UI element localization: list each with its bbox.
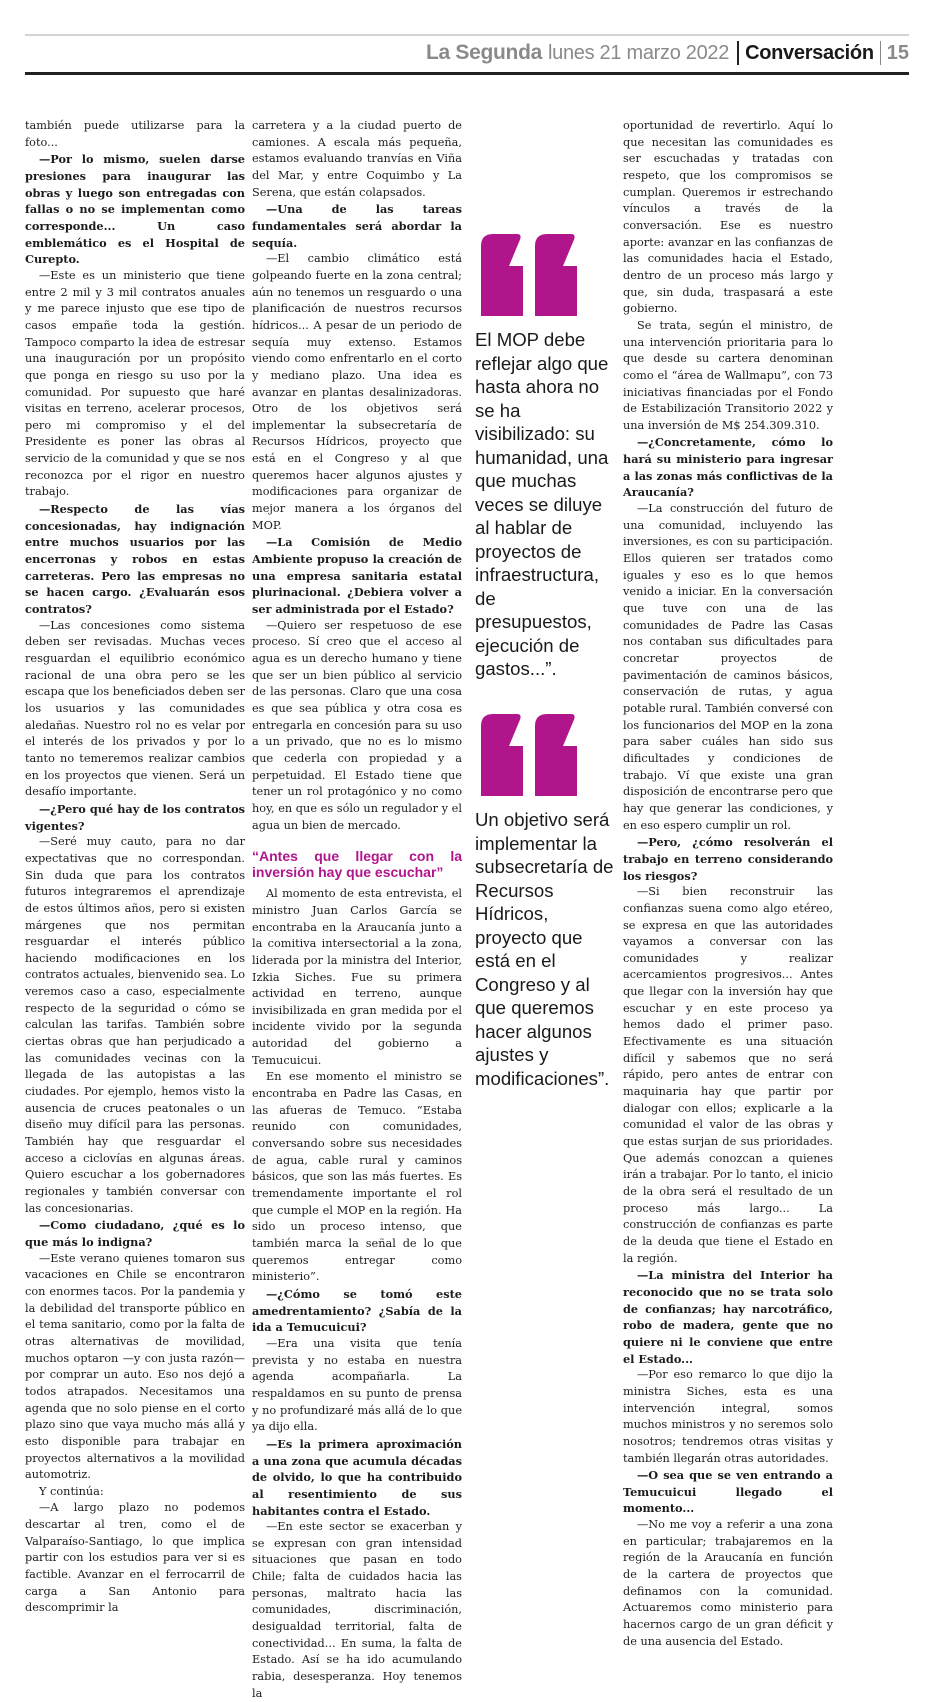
pull-quote-text: El MOP debe reflejar algo que hasta ahora no se ha visibilizado: su humanidad, una que muchas veces se diluye al hablar de proyectos de infraestructura, de presupuestos, ejecución de gastos...”. [475,329,609,679]
interview-question: —La Comisión de Medio Ambiente propuso la creación de una empresa sanitaria estatal plurinacional. ¿Debiera volver a ser administrada por el Estado? [252,535,462,617]
interview-question: —¿Pero qué hay de los contratos vigentes? [25,801,245,833]
header-separator [737,41,739,65]
page-number: 15 [886,41,909,64]
header-separator-2 [880,41,881,65]
paragraph: —A largo plazo no podemos descartar al tren, como el de Valparaíso-Santiago, lo que implica partir con los estudios para ver si es factible. Avanzar en el ferrocarril de carga a San Antonio para descomprimir la [25,1501,245,1615]
paragraph: —Era una visita que tenía prevista y no estaba en nuestra agenda acompañarla. La respaldamos en su punto de prensa y no profundizaré más allá de lo que ya dijo ella. [252,1336,462,1434]
interview-question: —Es la primera aproximación a una zona que acumula décadas de olvido, lo que ha contribuido al resentimiento de sus habitantes contra el Estado. [252,1436,462,1518]
pull-quote-2 [475,710,615,1090]
header-rule [25,72,909,75]
paragraph: —Seré muy cauto, para no dar expectativas que no correspondan. Sin duda que para los contratos futuros integraremos el aprendizaje de estos últimos años, pero si existen márgenes que nos permitan resguardar el interés público haciendo modificaciones en los contratos actuales, bienvenido sea. Lo veremos caso a caso, especialmente respecto de la seguridad o cómo se calculan las tarifas. También sobre ciertas obras que han perjudicado a las comunidades vecinas con la llegada de las autopistas a las ciudades. Por ejemplo, hemos visto la ausencia de cruces peatonales o un diseño muy difícil para las personas. También hay que resguardar el acceso a ciclovías en algunas áreas. Quiero escuchar a los gobernadores regionales y también conversar con las concesionarias. [25,835,245,1215]
pull-quote-text: Un objetivo será implementar la subsecretaría de Recursos Hídricos, proyecto que está en el Congreso y al que queremos hacer algunos ajustes y modificaciones”. [475,809,614,1089]
quote-mark-icon [475,710,585,800]
paragraph: —La construcción del futuro de una comunidad, incluyendo las inversiones, es con su participación. Ellos quieren ser tratados como iguales y eso es lo que hemos venido a iniciar. En la conversación que tuve con una de las comunidades de Padre las Casas nos contaban sus dificultades para concretar proyectos de pavimentación de caminos básicos, conservación de rutas, y agua potable rural. También conversé con los funcionarios del MOP en la zona para saber cuáles han sido sus dificultades y condiciones de trabajo. Ví que existe una gran disposición de encontrarse pero que hay que generar las condiciones, y en eso espero cumplir un rol. [623,502,833,832]
paragraph: oportunidad de revertirlo. Aquí lo que necesitan las comunidades es ser escuchadas y tratadas con respeto, que los compromisos se cumplan. Queremos ir estrechando vínculos a través de la conversación. Ese es nuestro aporte: avanzar en las confianzas de las comunidades hacia el Estado, dentro de un proceso más largo y que, sin duda, traspasará a este gobierno. [623,119,833,316]
article-column-2 [252,118,462,1700]
paragraph: Y continúa: [39,1484,104,1498]
interview-question: —La ministra del Interior ha reconocido que no se trata solo de confianzas; hay narcotráfico, robo de madera, gente que no quiere ni le conviene que entre el Estado... [623,1268,833,1366]
quote-mark-icon [475,230,585,320]
paragraph: —Las concesiones como sistema deben ser revisadas. Muchas veces resguardan el equilibrio económico racional de una obra pero se les escapa que los beneficiados deben ser los usuarios y las comunidades aledañas. Nuestro rol no es velar por el interés de los privados y por lo tanto no temeremos realizar cambios en los proyectos que vienen. Será un desafío importante. [25,618,245,799]
publication-name: La Segunda [425,41,542,64]
section-subheading: “Antes que llegar con la inversión hay que escuchar” [252,848,462,881]
paragraph: —No me voy a referir a una zona en particular; trabajaremos en la región de la Araucanía en función de la cartera de proyectos que definamos con la comunidad. Actuaremos como ministerio para hacernos cargo de un gran déficit y de una ausencia del Estado. [623,1518,833,1648]
paragraph: En ese momento el ministro se encontraba en Padre las Casas, en las afueras de Temuco. “Estaba reunido con comunidades, conversando sobre sus necesidades de agua, cable rural y caminos básicos, que son las más fuertes. Es tremendamente importante el rol que cumple el MOP en la región. Ha sido un proceso intenso, que también marca la señal de lo que queremos entregar como ministerio”. [252,1070,462,1284]
top-divider [25,34,909,36]
paragraph: también puede utilizarse para la foto... [25,119,245,149]
paragraph: —Por eso remarco lo que dijo la ministra Siches, esta es una intervención integral, somos muchos ministros y no seremos solo nosotros; tendremos otras visitas y también llegarán otras autoridades. [623,1368,833,1465]
interview-question: —Respecto de las vías concesionadas, hay indignación entre muchos usuarios por las encerronas y robos en estas carreteras. Pero las empresas no se hacen cargo. ¿Evaluarán esos contratos? [25,502,245,617]
interview-question: —¿Concretamente, cómo lo hará su ministerio para ingresar a las zonas más conflictivas de la Araucanía? [623,435,833,500]
paragraph: Se trata, según el ministro, de una intervención prioritaria para lo que desde su cartera denominan como el “área de Wallmapu”, con 73 iniciativas financiadas por el Fondo de Estabilización Transitorio 2022 y una inversión de M$ 254.309.310. [623,318,833,432]
paragraph: —En este sector se exacerban y se expresan con gran intensidad situaciones que pasan en todo Chile; falta de cuidados hacia las personas, maltrato hacia las comunidades, discriminación, desigualdad territorial, falta de conectividad... En suma, la falta de Estado. Así se ha ido acumulando rabia, desesperanza. Hoy tenemos la [252,1520,462,1700]
interview-question: —O sea que se ven entrando a Temucuicui llegado el momento... [623,1468,833,1516]
interview-question: —Pero, ¿cómo resolverán el trabajo en terreno considerando los riesgos? [623,835,833,883]
paragraph: —Quiero ser respetuoso de ese proceso. Sí creo que el acceso al agua es un derecho humano y tiene que ser un bien público al servicio de las personas. Claro que una cosa es que sea pública y otra cosa es entregarla en concesión para su uso a un privado, que no es lo mismo que cederla con propiedad y a perpetuidad. El Estado tiene que tener un rol protagónico y no como hoy, en que es sólo un regulador y el agua un bien de mercado. [252,618,462,832]
page-header [25,38,909,68]
paragraph: —El cambio climático está golpeando fuerte en la zona central; aún no tenemos un resguardo o una planificación de nuestros recursos hídricos... A pesar de un periodo de sequía muy extenso. Estamos viendo como enfrentarlo en el corto y mediano plazo. Una idea es avanzar en plantas desalinizadoras. Otro de los objetivos será implementar la subsecretaría de Recursos Hídricos, proyecto que está en el Congreso y al que queremos hacer algunos ajustes y modificaciones para organizar de mejor manera a los órganos del MOP. [252,252,462,532]
article-column-4 [623,118,833,1648]
publication-date: lunes 21 marzo 2022 [547,41,730,64]
paragraph: —Si bien reconstruir las confianzas suena como algo etéreo, se expresa en que las autoridades vayamos a conversar con las comunidades y realizar acercamientos progresivos... Antes que llegar con la inversión hay que escuchar y en este proceso ya hemos dado el primer paso. Efectivamente es una situación difícil y sabemos que no será rápido, pero antes de entrar con maquinaria hay que partir por dialogar con ellos; explicarle a la comunidad el valor de las obras y que estas surjan de sus prioridades. Que además conozcan a quienes irán a trabajar. Por lo tanto, el inicio de la obra será el resultado de un proceso más largo... La construcción de confianzas es parte de la deuda que tiene el Estado en la región. [623,885,833,1265]
paragraph: —Este es un ministerio que tiene entre 2 mil y 3 mil contratos anuales y me parece injusto que ese tipo de casos empañe toda la gestión. Tampoco comparto la idea de estresar una inauguración por un propósito que ponga en riesgo su uso por la comunidad. Por supuesto que haré visitas en terreno, acelerar procesos, pero mi compromiso y el del Presidente es poner las obras al servicio de la comunidad y que se nos reconozca por el rigor en nuestro trabajo. [25,268,245,499]
section-name: Conversación [745,41,874,64]
article-column-1 [25,118,245,1615]
pull-quote-1 [475,230,615,681]
paragraph: —Este verano quienes tomaron sus vacaciones en Chile se encontraron con enormes tacos. Por la pandemia y la debilidad del transporte público en el tema sanitario, como por la falta de otras alternativas de movilidad, muchos optaron —y con justa razón— por comprar un auto. Eso nos dejó a todos atrapados. Necesitamos una agenda que no solo piense en el corto plazo sino que vaya mucho más allá y esto disponible para trabajar en proyectos alternativos a la movilidad automotriz. [25,1251,245,1482]
paragraph: Al momento de esta entrevista, el ministro Juan Carlos García se encontraba en la Araucanía junto a la comitiva intersectorial a la zona, liderada por la ministra del Interior, Izkia Siches. Fue su primera actividad en terreno, aunque invisibilizada en gran medida por el incidente vivido por la segunda autoridad del gobierno a Temucuicui. [252,887,462,1067]
interview-question: —Una de las tareas fundamentales será abordar la sequía. [252,202,462,250]
interview-question: —Por lo mismo, suelen darse presiones para inaugurar las obras y luego son entregadas con fallas o no se implementan como corresponde... Un caso emblemático es el Hospital de Curepto. [25,152,245,267]
interview-question: —Como ciudadano, ¿qué es lo que más lo indigna? [25,1218,245,1249]
paragraph: carretera y a la ciudad puerto de camiones. A escala más pequeña, estamos evaluando tranvías en Viña del Mar, y entre Coquimbo y La Serena, que están colapsados. [252,119,462,199]
interview-question: —¿Cómo se tomó este amedrentamiento? ¿Sabía de la ida a Temucuicui? [252,1286,462,1335]
